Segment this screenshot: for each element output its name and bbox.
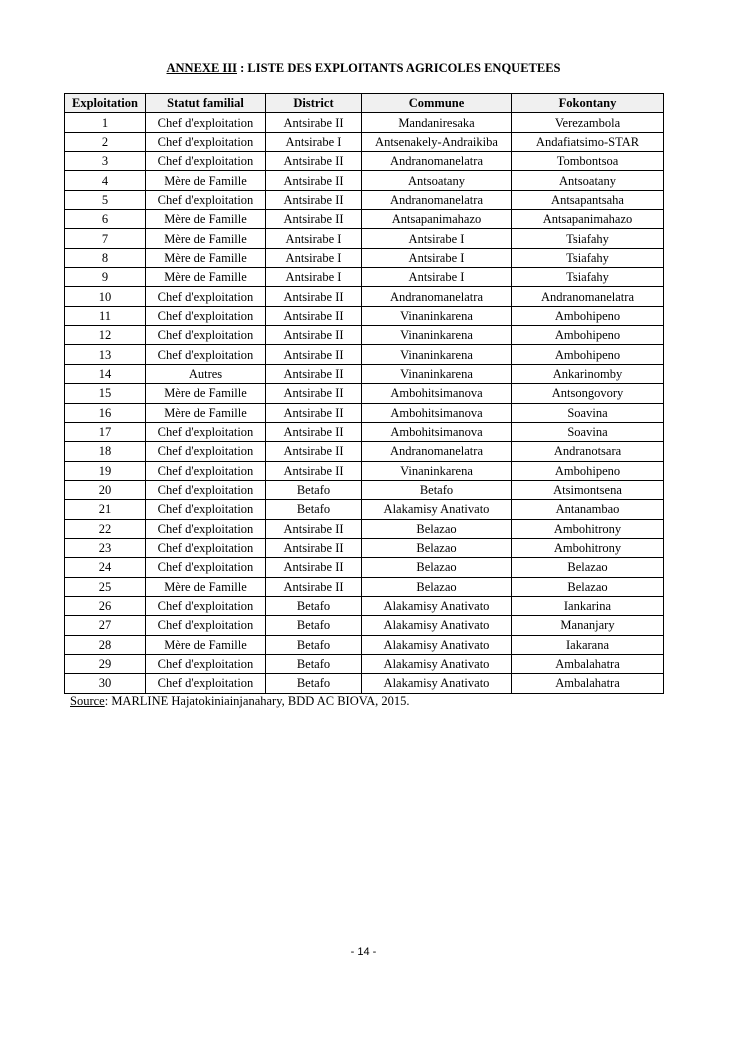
cell-fokontany: Ankarinomby [512, 364, 664, 383]
cell-commune: Antsirabe I [362, 268, 512, 287]
table-row [65, 558, 664, 577]
cell-commune: Belazao [362, 577, 512, 596]
cell-exploitation: 19 [65, 461, 146, 480]
cell-statut-familial: Chef d'exploitation [146, 306, 266, 325]
cell-statut-familial: Chef d'exploitation [146, 461, 266, 480]
annex-number: ANNEXE III [166, 61, 238, 75]
cell-commune: Andranomanelatra [362, 152, 512, 171]
page-title [0, 61, 727, 76]
table-row [65, 635, 664, 654]
annex-title-text: : LISTE DES EXPLOITANTS AGRICOLES ENQUETEES [237, 61, 561, 75]
cell-statut-familial: Chef d'exploitation [146, 616, 266, 635]
cell-statut-familial: Mère de Famille [146, 268, 266, 287]
cell-district: Antsirabe II [266, 287, 362, 306]
cell-fokontany: Andranotsara [512, 442, 664, 461]
cell-commune: Antsoatany [362, 171, 512, 190]
cell-district: Antsirabe I [266, 248, 362, 267]
cell-exploitation: 4 [65, 171, 146, 190]
cell-exploitation: 25 [65, 577, 146, 596]
cell-exploitation: 8 [65, 248, 146, 267]
table-row [65, 248, 664, 267]
cell-statut-familial: Mère de Famille [146, 248, 266, 267]
cell-exploitation: 7 [65, 229, 146, 248]
cell-exploitation: 22 [65, 519, 146, 538]
cell-district: Betafo [266, 616, 362, 635]
cell-district: Antsirabe I [266, 132, 362, 151]
cell-commune: Vinaninkarena [362, 326, 512, 345]
cell-district: Antsirabe II [266, 422, 362, 441]
cell-commune: Antsapanimahazo [362, 210, 512, 229]
cell-statut-familial: Chef d'exploitation [146, 596, 266, 615]
cell-district: Antsirabe II [266, 577, 362, 596]
cell-district: Antsirabe II [266, 403, 362, 422]
cell-statut-familial: Chef d'exploitation [146, 287, 266, 306]
cell-district: Antsirabe II [266, 538, 362, 557]
cell-exploitation: 16 [65, 403, 146, 422]
column-header-commune: Commune [362, 94, 512, 113]
cell-exploitation: 14 [65, 364, 146, 383]
cell-commune: Vinaninkarena [362, 306, 512, 325]
cell-exploitation: 1 [65, 113, 146, 132]
column-header-district: District [266, 94, 362, 113]
cell-exploitation: 20 [65, 480, 146, 499]
table-row [65, 403, 664, 422]
cell-fokontany: Belazao [512, 577, 664, 596]
cell-district: Antsirabe II [266, 190, 362, 209]
cell-fokontany: Tsiafahy [512, 268, 664, 287]
cell-fokontany: Ambohipeno [512, 326, 664, 345]
cell-fokontany: Antsoatany [512, 171, 664, 190]
cell-statut-familial: Chef d'exploitation [146, 442, 266, 461]
cell-exploitation: 6 [65, 210, 146, 229]
cell-commune: Vinaninkarena [362, 461, 512, 480]
cell-fokontany: Ambohipeno [512, 461, 664, 480]
table-row [65, 287, 664, 306]
table-row [65, 132, 664, 151]
cell-statut-familial: Chef d'exploitation [146, 190, 266, 209]
cell-statut-familial: Mère de Famille [146, 635, 266, 654]
cell-district: Betafo [266, 635, 362, 654]
cell-commune: Ambohitsimanova [362, 384, 512, 403]
cell-fokontany: Antsapanimahazo [512, 210, 664, 229]
cell-statut-familial: Chef d'exploitation [146, 538, 266, 557]
table-row [65, 519, 664, 538]
cell-district: Antsirabe II [266, 364, 362, 383]
cell-statut-familial: Autres [146, 364, 266, 383]
table-row [65, 210, 664, 229]
table-header-row [65, 94, 664, 113]
cell-exploitation: 29 [65, 654, 146, 673]
cell-exploitation: 3 [65, 152, 146, 171]
table-row [65, 268, 664, 287]
cell-statut-familial: Chef d'exploitation [146, 674, 266, 693]
cell-fokontany: Mananjary [512, 616, 664, 635]
table-row [65, 113, 664, 132]
column-header-fokontany: Fokontany [512, 94, 664, 113]
cell-commune: Betafo [362, 480, 512, 499]
cell-fokontany: Soavina [512, 422, 664, 441]
cell-fokontany: Iankarina [512, 596, 664, 615]
cell-fokontany: Ambohitrony [512, 538, 664, 557]
cell-exploitation: 13 [65, 345, 146, 364]
cell-commune: Alakamisy Anativato [362, 500, 512, 519]
cell-commune: Andranomanelatra [362, 190, 512, 209]
cell-commune: Alakamisy Anativato [362, 654, 512, 673]
cell-exploitation: 9 [65, 268, 146, 287]
cell-exploitation: 24 [65, 558, 146, 577]
cell-exploitation: 26 [65, 596, 146, 615]
cell-exploitation: 30 [65, 674, 146, 693]
table-row [65, 190, 664, 209]
cell-fokontany: Tsiafahy [512, 229, 664, 248]
page-number: - 14 - [350, 946, 377, 958]
table-row [65, 616, 664, 635]
cell-exploitation: 18 [65, 442, 146, 461]
cell-statut-familial: Mère de Famille [146, 229, 266, 248]
table-row [65, 364, 664, 383]
cell-statut-familial: Chef d'exploitation [146, 345, 266, 364]
cell-district: Betafo [266, 674, 362, 693]
cell-fokontany: Belazao [512, 558, 664, 577]
cell-statut-familial: Chef d'exploitation [146, 152, 266, 171]
table-row [65, 577, 664, 596]
cell-district: Antsirabe I [266, 268, 362, 287]
cell-statut-familial: Chef d'exploitation [146, 500, 266, 519]
cell-exploitation: 21 [65, 500, 146, 519]
cell-statut-familial: Mère de Famille [146, 577, 266, 596]
cell-district: Antsirabe I [266, 229, 362, 248]
cell-commune: Antsirabe I [362, 229, 512, 248]
cell-fokontany: Antanambao [512, 500, 664, 519]
cell-district: Betafo [266, 596, 362, 615]
cell-district: Antsirabe II [266, 442, 362, 461]
cell-fokontany: Antsapantsaha [512, 190, 664, 209]
cell-commune: Alakamisy Anativato [362, 616, 512, 635]
table-body [65, 113, 664, 693]
cell-district: Antsirabe II [266, 519, 362, 538]
cell-district: Antsirabe II [266, 384, 362, 403]
cell-fokontany: Atsimontsena [512, 480, 664, 499]
cell-exploitation: 12 [65, 326, 146, 345]
cell-commune: Antsenakely-Andraikiba [362, 132, 512, 151]
source-text: : MARLINE Hajatokiniainjanahary, BDD AC BIOVA, 2015. [104, 694, 410, 708]
cell-statut-familial: Chef d'exploitation [146, 558, 266, 577]
cell-statut-familial: Mère de Famille [146, 171, 266, 190]
column-header-exploitation: Exploitation [65, 94, 146, 113]
table-row [65, 229, 664, 248]
farmers-table [64, 93, 664, 694]
table-row [65, 480, 664, 499]
cell-commune: Alakamisy Anativato [362, 635, 512, 654]
cell-statut-familial: Chef d'exploitation [146, 519, 266, 538]
cell-fokontany: Ambalahatra [512, 674, 664, 693]
cell-district: Antsirabe II [266, 326, 362, 345]
cell-statut-familial: Mère de Famille [146, 403, 266, 422]
cell-exploitation: 10 [65, 287, 146, 306]
cell-commune: Andranomanelatra [362, 287, 512, 306]
cell-exploitation: 11 [65, 306, 146, 325]
table-row [65, 306, 664, 325]
table-row [65, 674, 664, 693]
cell-statut-familial: Chef d'exploitation [146, 480, 266, 499]
source-label: Source [70, 694, 105, 708]
cell-district: Antsirabe II [266, 306, 362, 325]
cell-commune: Vinaninkarena [362, 345, 512, 364]
cell-district: Antsirabe II [266, 461, 362, 480]
cell-exploitation: 23 [65, 538, 146, 557]
cell-commune: Alakamisy Anativato [362, 674, 512, 693]
cell-fokontany: Andranomanelatra [512, 287, 664, 306]
cell-exploitation: 2 [65, 132, 146, 151]
table-row [65, 596, 664, 615]
cell-fokontany: Andafiatsimo-STAR [512, 132, 664, 151]
cell-district: Betafo [266, 654, 362, 673]
table-row [65, 654, 664, 673]
cell-commune: Belazao [362, 519, 512, 538]
cell-district: Betafo [266, 500, 362, 519]
cell-fokontany: Ambalahatra [512, 654, 664, 673]
cell-fokontany: Ambohitrony [512, 519, 664, 538]
cell-statut-familial: Mère de Famille [146, 384, 266, 403]
column-header-statut-familial: Statut familial [146, 94, 266, 113]
cell-district: Antsirabe II [266, 152, 362, 171]
cell-statut-familial: Mère de Famille [146, 210, 266, 229]
cell-fokontany: Antsongovory [512, 384, 664, 403]
cell-statut-familial: Chef d'exploitation [146, 422, 266, 441]
cell-fokontany: Verezambola [512, 113, 664, 132]
cell-commune: Mandaniresaka [362, 113, 512, 132]
cell-district: Antsirabe II [266, 171, 362, 190]
cell-district: Antsirabe II [266, 345, 362, 364]
cell-statut-familial: Chef d'exploitation [146, 113, 266, 132]
cell-fokontany: Tsiafahy [512, 248, 664, 267]
cell-commune: Antsirabe I [362, 248, 512, 267]
cell-statut-familial: Chef d'exploitation [146, 654, 266, 673]
table-row [65, 442, 664, 461]
table-row [65, 152, 664, 171]
cell-fokontany: Ambohipeno [512, 345, 664, 364]
table-row [65, 384, 664, 403]
cell-exploitation: 15 [65, 384, 146, 403]
source-note [70, 694, 410, 709]
table-row [65, 461, 664, 480]
cell-exploitation: 5 [65, 190, 146, 209]
cell-fokontany: Soavina [512, 403, 664, 422]
cell-district: Antsirabe II [266, 558, 362, 577]
cell-fokontany: Ambohipeno [512, 306, 664, 325]
cell-district: Betafo [266, 480, 362, 499]
table-row [65, 326, 664, 345]
table-row [65, 500, 664, 519]
cell-commune: Ambohitsimanova [362, 422, 512, 441]
cell-exploitation: 17 [65, 422, 146, 441]
table-row [65, 345, 664, 364]
cell-commune: Andranomanelatra [362, 442, 512, 461]
cell-fokontany: Iakarana [512, 635, 664, 654]
cell-statut-familial: Chef d'exploitation [146, 326, 266, 345]
cell-commune: Ambohitsimanova [362, 403, 512, 422]
table-row [65, 422, 664, 441]
cell-exploitation: 27 [65, 616, 146, 635]
cell-exploitation: 28 [65, 635, 146, 654]
cell-commune: Belazao [362, 558, 512, 577]
cell-fokontany: Tombontsoa [512, 152, 664, 171]
cell-district: Antsirabe II [266, 210, 362, 229]
cell-commune: Alakamisy Anativato [362, 596, 512, 615]
cell-commune: Vinaninkarena [362, 364, 512, 383]
cell-district: Antsirabe II [266, 113, 362, 132]
table-row [65, 538, 664, 557]
cell-commune: Belazao [362, 538, 512, 557]
table-row [65, 171, 664, 190]
cell-statut-familial: Chef d'exploitation [146, 132, 266, 151]
